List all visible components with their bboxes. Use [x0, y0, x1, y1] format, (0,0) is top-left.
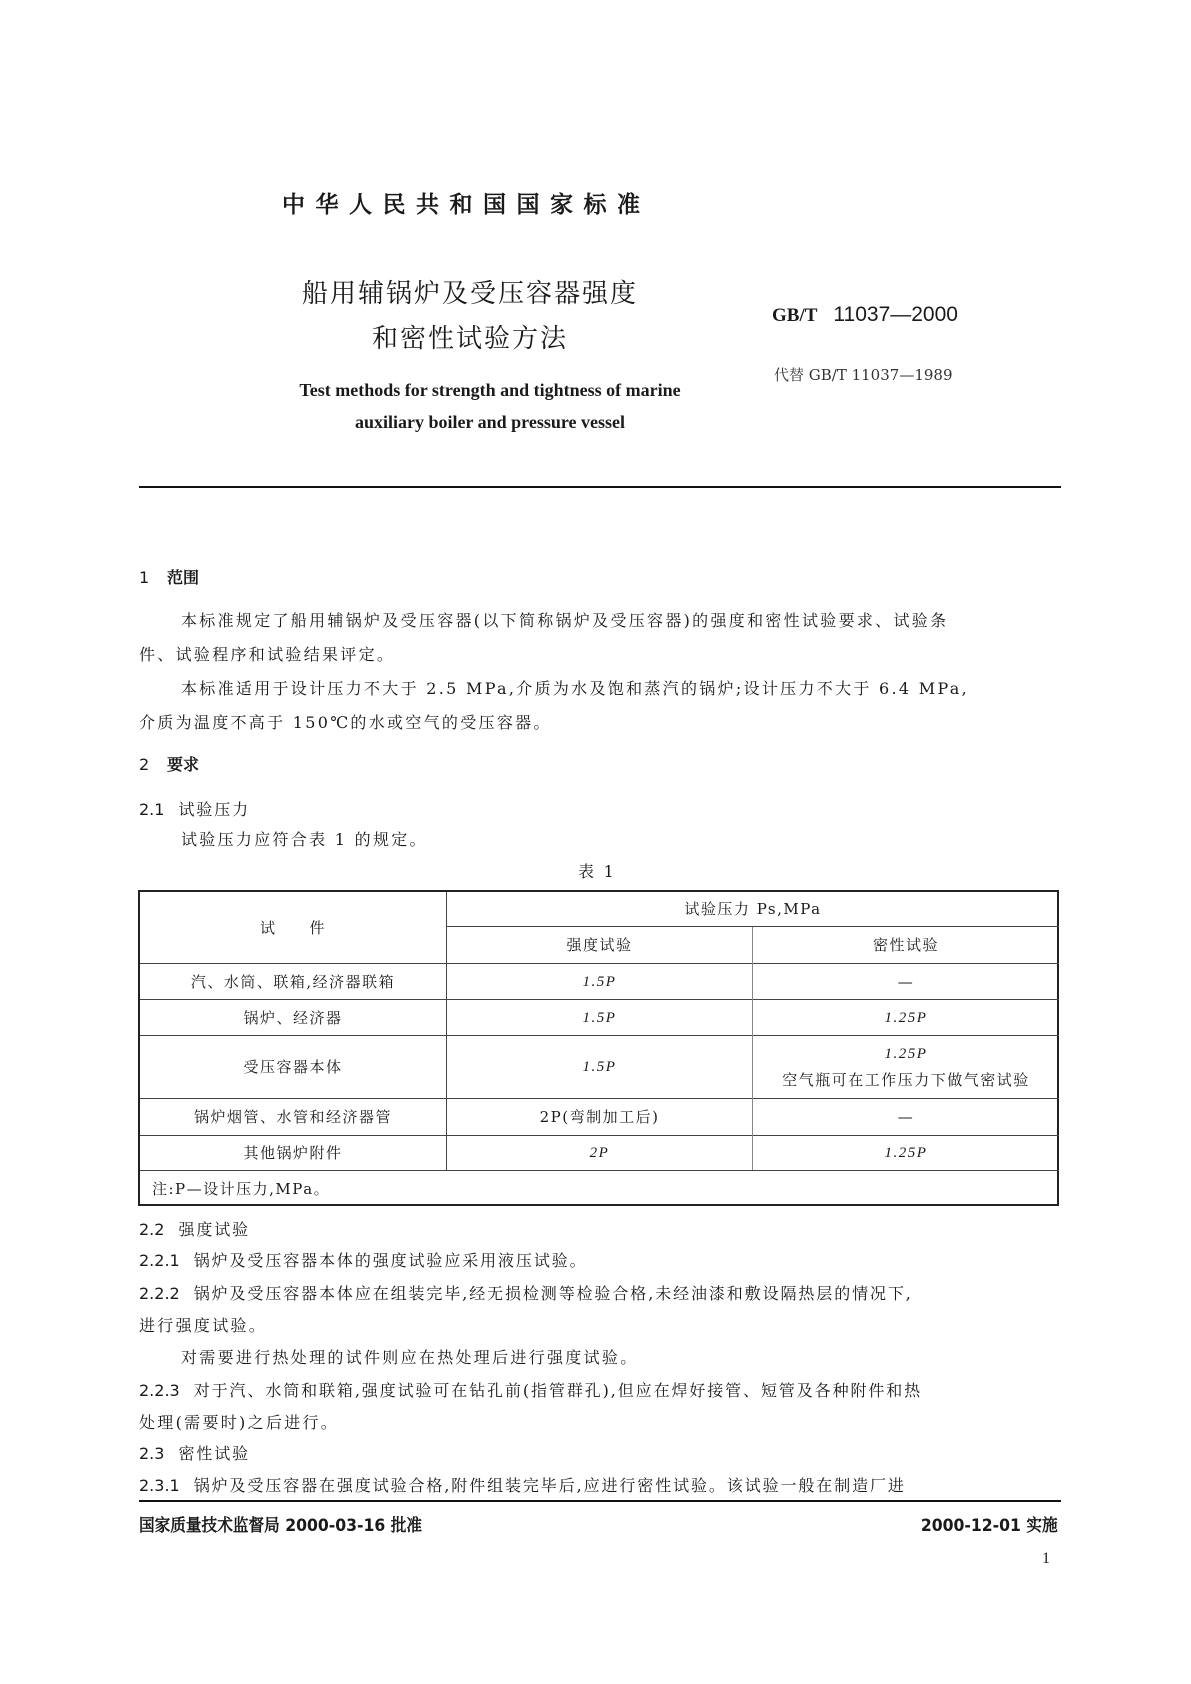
footer-divider [139, 1500, 1061, 1502]
clause-2-2-2-paragraph-2: 对需要进行热处理的试件则应在热处理后进行强度试验。 [181, 1348, 639, 1367]
table-row-2-tightness: 1.25P [884, 1009, 928, 1026]
scope-paragraph-1-line1: 本标准规定了船用辅锅炉及受压容器(以下简称锅炉及受压容器)的强度和密性试验要求、试验条 [181, 611, 949, 630]
standard-number: 11037—2000 [833, 303, 958, 326]
clause-2-1-heading [139, 797, 250, 820]
table-note: 注:P—设计压力,MPa。 [152, 1179, 331, 1198]
clause-number: 2.3 [139, 1444, 165, 1463]
clause-text: 对于汽、水筒和联箱,强度试验可在钻孔前(指管群孔),但应在焊好接管、短管及各种附件和热 [193, 1381, 923, 1400]
clause-number: 2.1 [139, 800, 165, 819]
table-1-caption: 表 1 [578, 862, 617, 881]
table-row-1-tightness: — [897, 972, 915, 991]
clause-2-2-2-line1 [139, 1281, 913, 1304]
standard-code [772, 302, 958, 327]
table-header-test-pressure: 试验压力 Ps,MPa [684, 900, 822, 918]
scope-paragraph-1-line2: 件、试验程序和试验结果评定。 [139, 645, 396, 664]
title-cn-line2: 和密性试验方法 [371, 324, 568, 354]
effective-date: 2000-12-01 实施 [921, 1516, 1058, 1536]
table-row-3-strength: 1.5P [582, 1059, 617, 1075]
section-number: 1 [139, 568, 150, 587]
table-header-item: 试 件 [259, 918, 326, 937]
title-cn-line1: 船用辅锅炉及受压容器强度 [301, 279, 638, 309]
clause-2-1-text: 试验压力应符合表 1 的规定。 [181, 830, 428, 849]
table-row-4-strength: 2P(弯制加工后) [539, 1108, 660, 1126]
table-header-tightness: 密性试验 [872, 936, 939, 954]
standard-prefix: GB/T [772, 305, 818, 326]
clause-title: 强度试验 [178, 1220, 251, 1239]
table-row-3-tightness: 1.25P 空气瓶可在工作压力下做气密试验 [753, 1036, 1059, 1098]
table-row-1-item: 汽、水筒、联箱,经济器联箱 [190, 972, 396, 991]
table-1 [138, 890, 1059, 1206]
section-1-heading [139, 565, 199, 588]
clause-2-2-3-line2: 处理(需要时)之后进行。 [139, 1413, 340, 1432]
clause-2-3-1-line1 [139, 1473, 906, 1496]
clause-text: 锅炉及受压容器本体应在组装完毕,经无损检测等检验合格,未经油漆和敷设隔热层的情况下, [193, 1284, 913, 1303]
clause-2-2-heading [139, 1217, 250, 1240]
replaces-standard: 代替 GB/T 11037—1989 [774, 366, 953, 384]
section-title: 范围 [167, 568, 200, 587]
section-title: 要求 [167, 755, 200, 774]
table-row-4-tightness: — [897, 1108, 915, 1126]
header-divider [139, 486, 1061, 488]
title-en-line2: auxiliary boiler and pressure vessel [354, 412, 626, 432]
approval-info: 国家质量技术监督局 2000-03-16 批准 [139, 1516, 422, 1536]
table-row-1-strength: 1.5P [582, 973, 617, 990]
clause-text: 锅炉及受压容器在强度试验合格,附件组装完毕后,应进行密性试验。该试验一般在制造厂进 [193, 1476, 906, 1495]
table-row-5-strength: 2P [589, 1145, 610, 1161]
scope-paragraph-2-line1: 本标准适用于设计压力不大于 2.5 MPa,介质为水及饱和蒸汽的锅炉;设计压力不大于 6.4 MPa, [181, 679, 970, 698]
page-number: 1 [1042, 1550, 1050, 1567]
table-header-strength: 强度试验 [566, 936, 633, 954]
scope-paragraph-2-line2: 介质为温度不高于 150℃的水或空气的受压容器。 [139, 713, 552, 732]
clause-number: 2.2.3 [139, 1381, 180, 1400]
section-2-heading [139, 752, 199, 775]
clause-title: 密性试验 [178, 1444, 251, 1463]
clause-2-2-3-line1 [139, 1378, 922, 1401]
issuing-organization: 中华人民共和国国家标准 [282, 192, 651, 218]
table-row-2-strength: 1.5P [582, 1009, 617, 1026]
clause-2-2-1 [139, 1248, 588, 1271]
clause-title: 试验压力 [178, 800, 251, 819]
clause-number: 2.2.2 [139, 1284, 180, 1303]
clause-number: 2.2 [139, 1220, 165, 1239]
title-en-line1: Test methods for strength and tightness of marine [299, 380, 681, 400]
clause-2-2-2-line2: 进行强度试验。 [139, 1316, 268, 1335]
clause-2-3-heading [139, 1441, 250, 1464]
table-row-3-item: 受压容器本体 [243, 1058, 343, 1076]
clause-number: 2.3.1 [139, 1476, 180, 1495]
table-row-3-tightness-note: 空气瓶可在工作压力下做气密试验 [782, 1071, 1030, 1089]
section-number: 2 [139, 755, 150, 774]
table-row-5-tightness: 1.25P [884, 1145, 928, 1161]
table-row-5-item: 其他锅炉附件 [243, 1144, 343, 1162]
clause-text: 锅炉及受压容器本体的强度试验应采用液压试验。 [193, 1251, 588, 1270]
table-row-2-item: 锅炉、经济器 [243, 1008, 343, 1027]
table-row-4-item: 锅炉烟管、水管和经济器管 [193, 1108, 392, 1126]
clause-number: 2.2.1 [139, 1251, 180, 1270]
